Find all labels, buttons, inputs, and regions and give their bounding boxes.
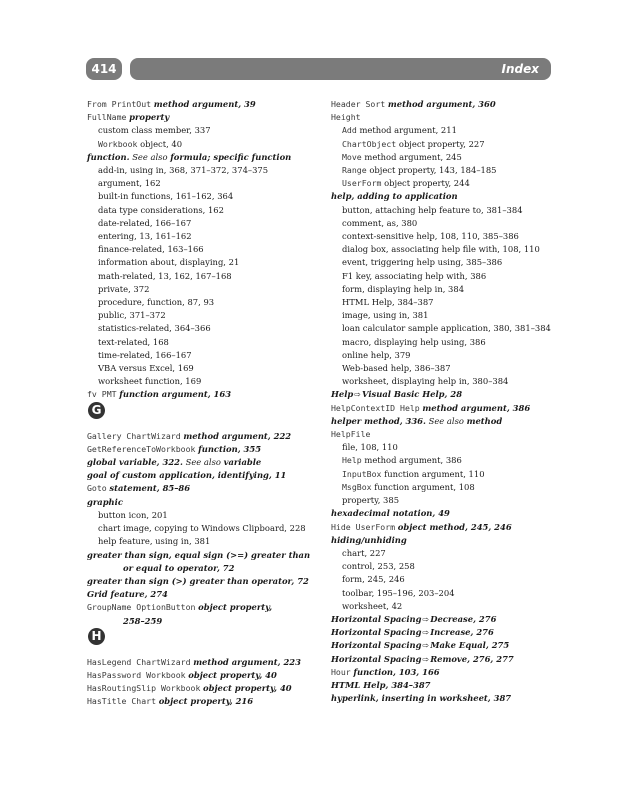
index-subentry xyxy=(331,270,561,283)
entry-text: property, 385 xyxy=(342,495,400,506)
index-entry xyxy=(87,430,317,443)
entry-text: chart image, copying to Windows Clipboard, 228 xyxy=(98,523,306,534)
entry-text: online help, 379 xyxy=(342,349,411,360)
index-term: goal of custom application, identifying, 11 xyxy=(87,470,287,481)
index-subentry xyxy=(331,349,561,362)
entry-text: entering, 13, 161–162 xyxy=(98,231,192,242)
entry-text: method argument, 386 xyxy=(361,455,462,466)
index-entry xyxy=(87,656,317,669)
page-number: 414 xyxy=(86,58,122,80)
index-subentry xyxy=(331,256,561,269)
entry-text: text-related, 168 xyxy=(98,336,169,347)
index-term: variable xyxy=(223,457,262,468)
index-term: hexadecimal notation, 49 xyxy=(331,508,450,519)
index-term: Horizontal Spacing xyxy=(331,640,422,651)
index-subentry xyxy=(87,322,317,335)
code-term: Hour xyxy=(331,666,351,677)
index-subentry xyxy=(331,296,561,309)
index-subentry xyxy=(87,124,317,137)
index-subentry xyxy=(331,362,561,375)
index-term: helper method, 336. xyxy=(331,415,426,426)
entry-text: context-sensitive help, 108, 110, 385–386 xyxy=(342,231,519,242)
index-subentry xyxy=(331,573,561,586)
index-entry xyxy=(87,695,317,708)
menu-arrow-icon: ⇨ xyxy=(422,628,430,638)
code-term: InputBox xyxy=(342,468,382,479)
menu-arrow-icon: ⇨ xyxy=(422,654,430,664)
code-term: UserForm xyxy=(342,178,382,189)
index-term: greater than sign, equal sign (>=) greater than xyxy=(87,549,311,560)
entry-text: worksheet, 42 xyxy=(342,600,403,611)
index-entry xyxy=(331,534,561,547)
index-term: object property, 40 xyxy=(188,669,277,680)
index-subentry xyxy=(331,204,561,217)
entry-text: dialog box, associating help file with, 108, 110 xyxy=(342,244,540,255)
entry-text: finance-related, 163–166 xyxy=(98,244,204,255)
index-subentry xyxy=(87,243,317,256)
entry-text: macro, displaying help using, 386 xyxy=(342,336,486,347)
entry-text: VBA versus Excel, 169 xyxy=(98,363,194,374)
menu-arrow-icon: ⇨ xyxy=(422,641,430,651)
index-entry xyxy=(87,388,317,401)
index-term: Help xyxy=(331,389,354,400)
index-term: Visual Basic Help, 28 xyxy=(361,389,463,400)
index-entry xyxy=(331,626,561,639)
code-term: HasPassword Workbook xyxy=(87,669,186,680)
index-term: hyperlink, inserting in worksheet, 387 xyxy=(331,693,512,704)
see-also-text: See also xyxy=(129,151,171,162)
index-term: object method, 245, 246 xyxy=(397,521,512,532)
index-term: or equal to operator, 72 xyxy=(123,562,235,573)
index-entry xyxy=(331,507,561,520)
entry-text: comment, as, 380 xyxy=(342,217,418,228)
entry-text: math-related, 13, 162, 167–168 xyxy=(98,270,232,281)
index-subentry xyxy=(87,535,317,548)
index-subentry xyxy=(331,587,561,600)
index-subentry xyxy=(87,217,317,230)
index-subentry xyxy=(331,230,561,243)
index-subentry xyxy=(87,138,317,151)
index-term: object property, 216 xyxy=(158,696,254,707)
entry-text: loan calculator sample application, 380, 381–384 xyxy=(342,323,551,334)
index-entry xyxy=(87,669,317,682)
index-term: method xyxy=(466,415,503,426)
index-term: object property, xyxy=(198,602,273,613)
index-entry xyxy=(331,679,561,692)
entry-text: public, 371–372 xyxy=(98,310,166,321)
index-entry xyxy=(331,521,561,534)
entry-text: object property, 143, 184–185 xyxy=(366,165,497,176)
index-entry xyxy=(331,111,561,124)
index-subentry xyxy=(331,151,561,164)
code-term: FullName xyxy=(87,112,127,123)
entry-text: control, 253, 258 xyxy=(342,561,415,572)
index-entry xyxy=(87,456,317,469)
index-term: Horizontal Spacing xyxy=(331,613,422,624)
index-subentry xyxy=(87,283,317,296)
index-subentry xyxy=(87,336,317,349)
letter-heading-h: H xyxy=(88,628,105,645)
index-term: help, adding to application xyxy=(331,191,458,202)
index-subentry xyxy=(331,560,561,573)
entry-text: HTML Help, 384–387 xyxy=(342,297,434,308)
entry-text: file, 108, 110 xyxy=(342,442,398,453)
code-term: HasLegend ChartWizard xyxy=(87,656,191,667)
index-term: method argument, 222 xyxy=(183,430,292,441)
index-term: greater than sign (>) greater than operator, 72 xyxy=(87,575,309,586)
index-entry xyxy=(331,666,561,679)
entry-text: form, displaying help in, 384 xyxy=(342,283,465,294)
code-term: Add xyxy=(342,125,357,136)
index-entry xyxy=(87,496,317,509)
index-subentry xyxy=(331,481,561,494)
index-term: function, 103, 166 xyxy=(353,666,440,677)
index-entry xyxy=(87,682,317,695)
index-subentry xyxy=(87,230,317,243)
index-subentry xyxy=(87,509,317,522)
index-term: method argument, 360 xyxy=(387,99,496,109)
index-subentry xyxy=(331,375,561,388)
code-term: GroupName OptionButton xyxy=(87,602,196,613)
entry-text: method argument, 245 xyxy=(361,151,462,162)
menu-arrow-icon: ⇨ xyxy=(354,390,361,400)
index-entry xyxy=(87,549,317,562)
entry-text: object property, 227 xyxy=(396,138,485,149)
index-subentry xyxy=(331,283,561,296)
index-term: Remove, 276, 277 xyxy=(430,653,514,664)
index-subentry xyxy=(331,336,561,349)
index-subentry xyxy=(331,217,561,230)
index-subentry xyxy=(87,190,317,203)
index-entry xyxy=(331,415,561,428)
entry-text: date-related, 166–167 xyxy=(98,217,192,228)
index-term: HTML Help, 384–387 xyxy=(331,679,431,690)
index-subentry xyxy=(87,270,317,283)
index-term: function. xyxy=(87,151,130,162)
index-subentry xyxy=(87,349,317,362)
index-entry xyxy=(331,190,561,203)
index-subentry xyxy=(87,296,317,309)
index-entry xyxy=(331,613,561,626)
index-entry xyxy=(331,653,561,666)
index-subentry xyxy=(331,547,561,560)
index-subentry xyxy=(87,164,317,177)
entry-text: function argument, 110 xyxy=(381,468,485,479)
index-entry xyxy=(331,402,561,415)
code-term: HelpFile xyxy=(331,429,371,440)
index-subentry xyxy=(331,600,561,613)
entry-text: toolbar, 195–196, 203–204 xyxy=(342,587,455,598)
index-subentry xyxy=(331,322,561,335)
index-term: method argument, 223 xyxy=(193,656,301,667)
code-term: Range xyxy=(342,165,367,176)
index-subentry xyxy=(331,441,561,454)
index-column-left xyxy=(87,98,317,709)
index-term: global variable, 322. xyxy=(87,457,183,468)
code-term: Help xyxy=(342,455,362,466)
index-term: property xyxy=(129,112,170,123)
index-subentry xyxy=(87,362,317,375)
index-subentry xyxy=(331,177,561,190)
index-term: statement, 85–86 xyxy=(109,483,191,494)
entry-text: add-in, using in, 368, 371–372, 374–375 xyxy=(98,165,269,176)
entry-text: built-in functions, 161–162, 364 xyxy=(98,191,234,202)
index-entry xyxy=(87,443,317,456)
index-entry xyxy=(87,482,317,495)
entry-text: private, 372 xyxy=(98,283,150,294)
page-header xyxy=(86,58,551,80)
index-entry xyxy=(87,98,317,111)
index-entry xyxy=(87,469,317,482)
code-term: Move xyxy=(342,151,362,162)
index-subentry xyxy=(87,375,317,388)
entry-text: event, triggering help using, 385–386 xyxy=(342,257,503,268)
index-term: Horizontal Spacing xyxy=(331,627,422,638)
index-subentry xyxy=(331,138,561,151)
index-entry xyxy=(87,588,317,601)
index-subentry xyxy=(331,468,561,481)
entry-text: method argument, 211 xyxy=(356,125,457,136)
index-subentry xyxy=(87,204,317,217)
index-term: Grid feature, 274 xyxy=(87,589,168,600)
index-subentry xyxy=(87,309,317,322)
code-term: Goto xyxy=(87,483,107,494)
index-entry xyxy=(331,639,561,652)
section-title: Index xyxy=(130,58,551,80)
code-term: Hide UserForm xyxy=(331,521,396,532)
code-term: HasRoutingSlip Workbook xyxy=(87,683,201,694)
entry-text: function argument, 108 xyxy=(371,481,475,492)
index-subentry xyxy=(331,243,561,256)
code-term: Height xyxy=(331,112,361,123)
entry-text: button, attaching help feature to, 381–384 xyxy=(342,204,523,215)
see-also-text: See also xyxy=(182,457,224,468)
index-column-right xyxy=(331,98,561,705)
index-entry xyxy=(87,111,317,124)
index-subentry xyxy=(87,256,317,269)
index-entry xyxy=(331,428,561,441)
entry-text: worksheet, displaying help in, 380–384 xyxy=(342,376,509,387)
entry-text: argument, 162 xyxy=(98,178,161,189)
entry-text: help feature, using in, 381 xyxy=(98,536,211,547)
entry-text: object, 40 xyxy=(137,138,183,149)
index-term: Decrease, 276 xyxy=(430,613,497,624)
index-entry xyxy=(331,692,561,705)
entry-text: custom class member, 337 xyxy=(98,125,211,136)
letter-heading-g: G xyxy=(88,402,105,419)
code-term: HasTitle Chart xyxy=(87,696,157,707)
index-subentry xyxy=(331,164,561,177)
index-term: Make Equal, 275 xyxy=(430,640,510,651)
code-term: Workbook xyxy=(98,138,138,149)
entry-text: data type considerations, 162 xyxy=(98,204,224,215)
index-entry xyxy=(331,388,561,401)
code-term: Gallery ChartWizard xyxy=(87,430,181,441)
entry-text: worksheet function, 169 xyxy=(98,376,202,387)
index-term: method argument, 39 xyxy=(153,99,256,109)
index-entry xyxy=(87,151,317,164)
entry-text: image, using in, 381 xyxy=(342,310,429,321)
entry-text: statistics-related, 364–366 xyxy=(98,323,211,334)
index-entry xyxy=(87,601,317,614)
index-subentry xyxy=(331,494,561,507)
entry-text: procedure, function, 87, 93 xyxy=(98,297,215,308)
code-term: From PrintOut xyxy=(87,99,152,109)
entry-text: chart, 227 xyxy=(342,547,386,558)
index-term: 258–259 xyxy=(123,615,163,626)
index-term: Horizontal Spacing xyxy=(331,653,422,664)
index-entry xyxy=(87,575,317,588)
code-term: Header Sort xyxy=(331,99,386,109)
index-subentry xyxy=(331,454,561,467)
code-term: ChartObject xyxy=(342,138,397,149)
code-term: fv PMT xyxy=(87,389,117,400)
index-term: function argument, 163 xyxy=(119,389,232,400)
index-subentry xyxy=(87,177,317,190)
index-term: object property, 40 xyxy=(203,683,292,694)
entry-text: object property, 244 xyxy=(381,178,470,189)
entry-text: F1 key, associating help with, 386 xyxy=(342,270,487,281)
code-term: GetReferenceToWorkbook xyxy=(87,443,196,454)
index-term: formula; specific function xyxy=(170,151,292,162)
index-term: Increase, 276 xyxy=(430,627,494,638)
index-entry-continuation xyxy=(87,562,317,575)
see-also-text: See also xyxy=(425,415,467,426)
index-term: function, 355 xyxy=(198,443,262,454)
entry-text: time-related, 166–167 xyxy=(98,349,192,360)
index-term: hiding/unhiding xyxy=(331,534,407,545)
index-subentry xyxy=(87,522,317,535)
index-subentry xyxy=(331,309,561,322)
index-term: method argument, 386 xyxy=(422,402,531,413)
entry-text: form, 245, 246 xyxy=(342,574,405,585)
entry-text: information about, displaying, 21 xyxy=(98,257,240,268)
index-entry xyxy=(331,98,561,111)
entry-text: Web-based help, 386–387 xyxy=(342,363,451,374)
index-term: graphic xyxy=(87,496,123,507)
index-entry-continuation xyxy=(87,615,317,628)
code-term: MsgBox xyxy=(342,481,372,492)
entry-text: button icon, 201 xyxy=(98,509,168,520)
index-subentry xyxy=(331,124,561,137)
code-term: HelpContextID Help xyxy=(331,402,420,413)
menu-arrow-icon: ⇨ xyxy=(422,614,430,624)
